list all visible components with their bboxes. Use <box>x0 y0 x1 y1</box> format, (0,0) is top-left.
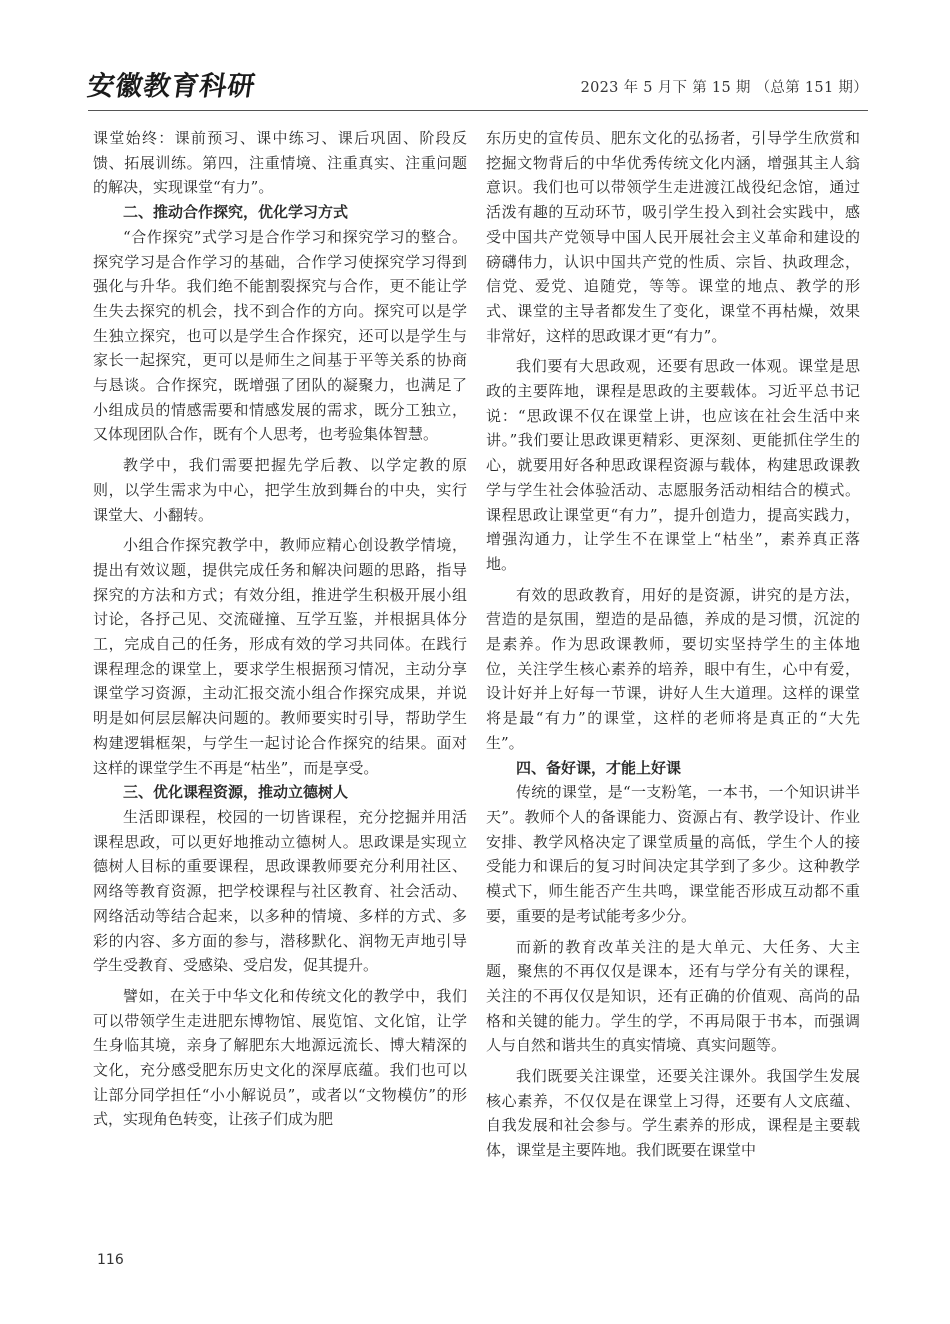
section-heading: 三、优化课程资源，推动立德树人 <box>123 783 349 802</box>
paragraph: 东历史的宣传员、肥东文化的弘扬者，引导学生欣赏和挖掘文物背后的中华优秀传统文化内涵，增强其主人翁意识。我们也可以带领学生走进渡江战役纪念馆，通过活泼有趣的互动环节，吸引学生投入到社会实践中，感受中国共产党领导中国人民开展社会主义革命和建设的磅礴伟力，认识中国共产党的性质、宗旨、执政理念，信党、爱党、追随党，等等。课堂的地点、教学的形式、课堂的主导者都发生了变化，课堂不再枯燥，效果非常好，这样的思政课才更“有力”。 <box>486 129 860 345</box>
journal-title: 安徽教育科研 <box>85 71 258 102</box>
left-column <box>93 126 467 1132</box>
section-heading: 二、推动合作探究，优化学习方式 <box>123 203 349 222</box>
paragraph: 而新的教育改革关注的是大单元、大任务、大主题，聚焦的不再仅仅是课本，还有与学分有关的课程，关注的不再仅仅是知识，还有正确的价值观、高尚的品格和关键的能力。学生的学，不再局限于书本，而强调人与自然和谐共生的真实情境、真实问题等。 <box>486 937 860 1055</box>
paragraph: 我们要有大思政观，还要有思政一体观。课堂是思政的主要阵地，课程是思政的主要载体。习近平总书记说：“思政课不仅在课堂上讲，也应该在社会生活中来讲。”我们要让思政课更精彩、更深刻、更能抓住学生的心，就要用好各种思政课程资源与载体，构建思政课教学与学生社会体验活动、志愿服务活动相结合的模式。课程思政让课堂更“有力”，提升创造力，提高实践力，增强沟通力，让学生不在课堂上“枯坐”，素养真正落地。 <box>486 357 860 573</box>
paragraph: “合作探究”式学习是合作学习和探究学习的整合。探究学习是合作学习的基础，合作学习使探究学习得到强化与升华。我们绝不能割裂探究与合作，更不能让学生失去探究的机会，找不到合作的方向。探究可以是学生独立探究，也可以是学生合作探究，还可以是学生与家长一起探究，更可以是师生之间基于平等关系的协商与恳谈。合作探究，既增强了团队的凝聚力，也满足了小组成员的情感需要和情感发展的需求，既分工独立，又体现团队合作，既有个人思考，也考验集体智慧。 <box>93 227 467 444</box>
paragraph: 教学中，我们需要把握先学后教、以学定教的原则，以学生需求为中心，把学生放到舞台的中央，实行课堂大、小翻转。 <box>93 456 467 524</box>
header-divider <box>88 110 868 111</box>
issue-info: 2023 年 5 月下 第 15 期 （总第 151 期） <box>580 80 868 96</box>
paragraph: 小组合作探究教学中，教师应精心创设教学情境，提出有效议题，提供完成任务和解决问题的思路，指导探究的方法和方式；有效分组，推进学生积极开展小组讨论，各抒己见、交流碰撞、互学互鉴，并根据具体分工，完成自己的任务，形成有效的学习共同体。在践行课程理念的课堂上，要求学生根据预习情况，主动分享课堂学习资源，主动汇报交流小组合作探究成果，并说明是如何层层解决问题的。教师要实时引导，帮助学生构建逻辑框架，与学生一起讨论合作探究的结果。面对这样的课堂学生不再是“枯坐”，而是享受。 <box>93 536 467 777</box>
paragraph: 有效的思政教育，用好的是资源，讲究的是方法，营造的是氛围，塑造的是品德，养成的是习惯，沉淀的是素养。作为思政课教师，要切实坚持学生的主体地位，关注学生核心素养的培养，眼中有生，心中有爱，设计好并上好每一节课，讲好人生大道理。这样的课堂将是最“有力”的课堂，这样的老师将是真正的“大先生”。 <box>486 585 860 752</box>
right-column <box>486 126 860 1163</box>
masthead <box>85 62 868 108</box>
paragraph: 我们既要关注课堂，还要关注课外。我国学生发展核心素养，不仅仅是在课堂上习得，还要有人文底蕴、自我发展和社会参与。学生素养的形成，课程是主要载体，课堂是主要阵地。我们既要在课堂中 <box>486 1067 860 1160</box>
paragraph: 课堂始终：课前预习、课中练习、课后巩固、阶段反馈、拓展训练。第四，注重情境、注重真实、注重问题的解决，实现课堂“有力”。 <box>93 129 467 197</box>
paragraph: 生活即课程，校园的一切皆课程，充分挖掘并用活课程思政，可以更好地推动立德树人。思政课是实现立德树人目标的重要课程，思政课教师要充分利用社区、网络等教育资源，把学校课程与社区教育、社会活动、网络活动等结合起来，以多种的情境、多样的方式、多彩的内容、多方面的参与，潜移默化、润物无声地引导学生受教育、受感染、受启发，促其提升。 <box>93 807 467 975</box>
paragraph: 譬如，在关于中华文化和传统文化的教学中，我们可以带领学生走进肥东博物馆、展览馆、文化馆，让学生身临其境，亲身了解肥东大地源远流长、博大精深的文化，充分感受肥东历史文化的深厚底蕴。我们也可以让部分同学担任“小小解说员”，或者以“文物模仿”的形式，实现角色转变，让孩子们成为肥 <box>93 986 467 1129</box>
paragraph: 传统的课堂，是“一支粉笔，一本书，一个知识讲半天”。教师个人的备课能力、资源占有、教学设计、作业安排、教学风格决定了课堂质量的高低，学生个人的接受能力和课后的复习时间决定其学到了多少。这种教学模式下，师生能否产生共鸣，课堂能否形成互动都不重要，重要的是考试能考多少分。 <box>486 783 860 925</box>
page-number: 116 <box>97 1252 124 1268</box>
section-heading: 四、备好课，才能上好课 <box>516 758 682 777</box>
